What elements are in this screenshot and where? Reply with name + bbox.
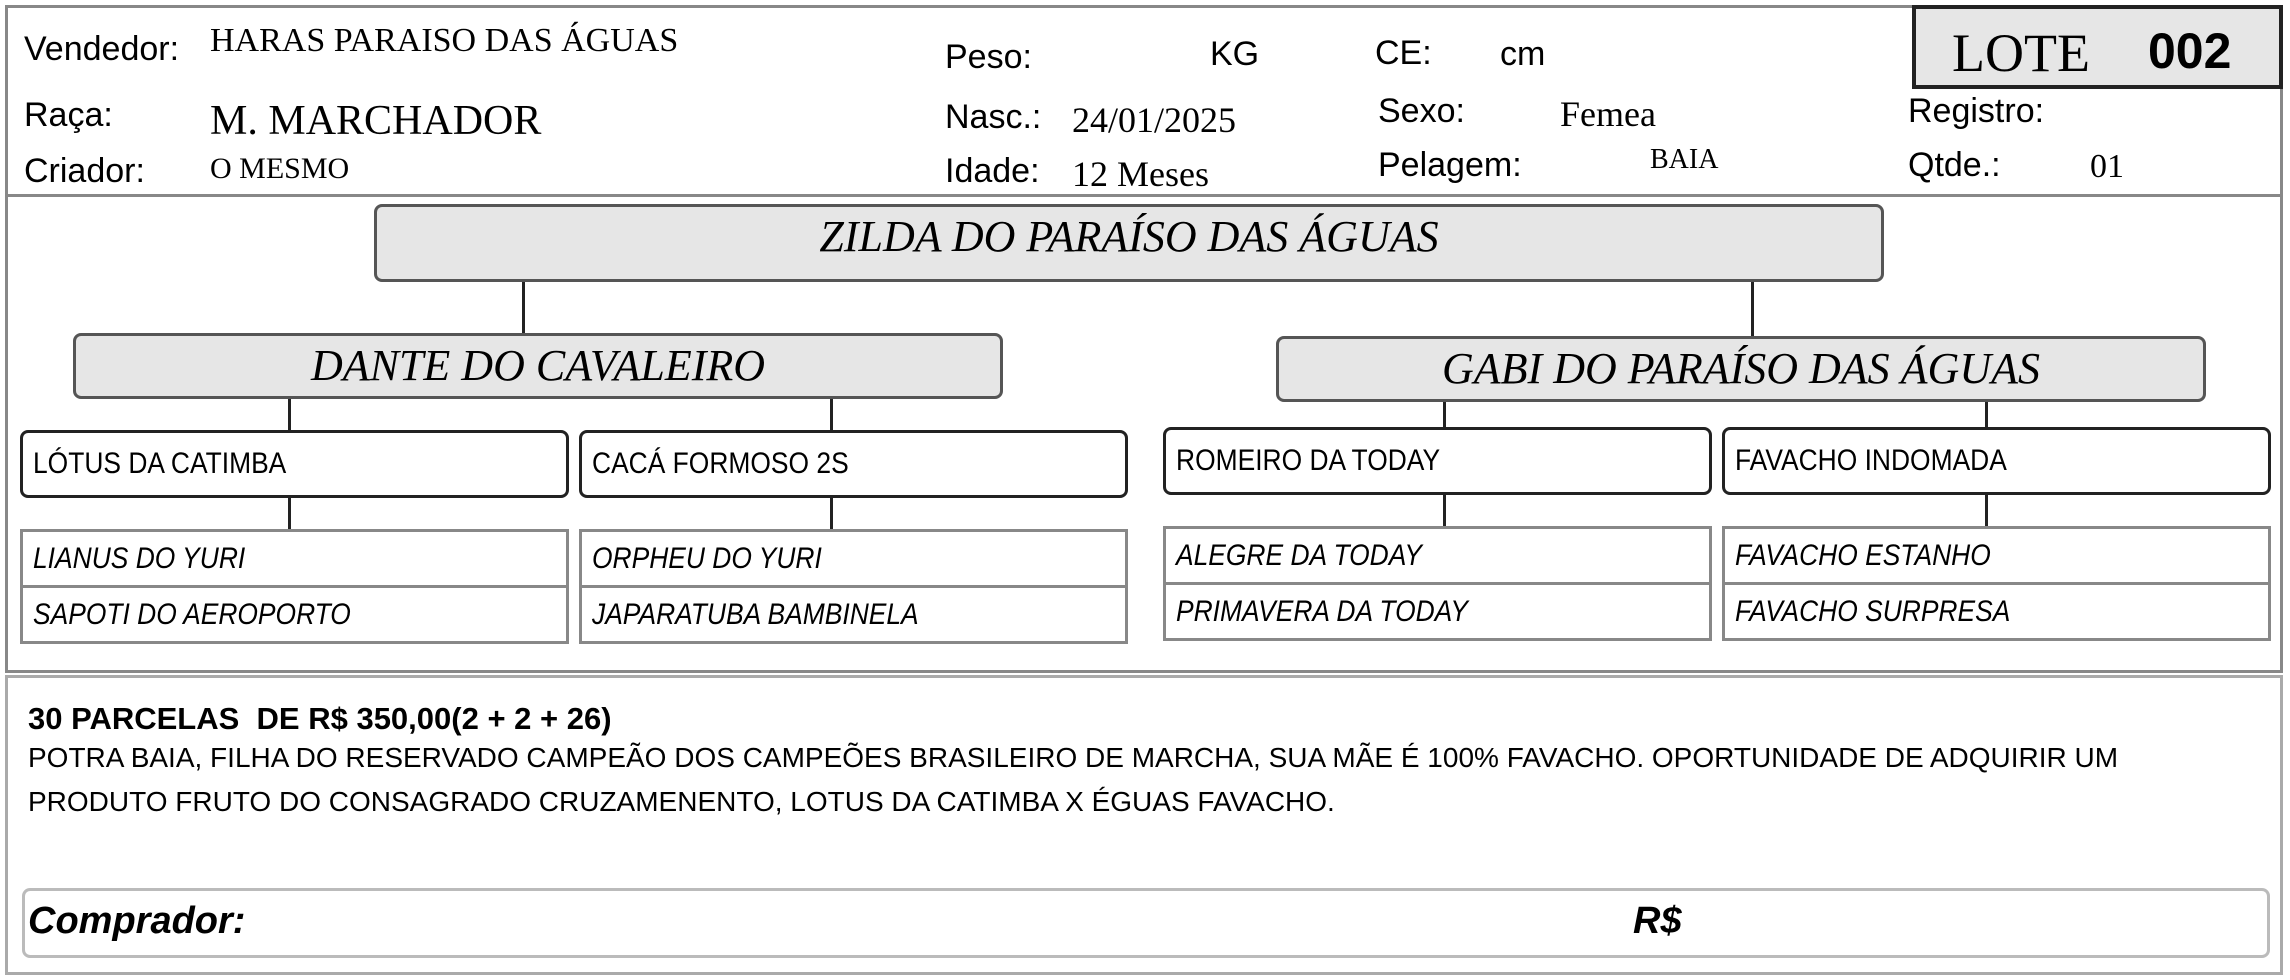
- raca-value: M. MARCHADOR: [210, 98, 542, 144]
- connector-g3-2: [830, 498, 833, 530]
- parent-cell: [1166, 585, 1709, 638]
- parent-name: JAPARATUBA BAMBINELA: [592, 597, 919, 631]
- dam-sire-box: [1163, 427, 1712, 495]
- dam-box: [1276, 336, 2206, 402]
- connector-g3-4: [1985, 495, 1988, 527]
- parent-name: ORPHEU DO YURI: [592, 541, 822, 575]
- dam-sire-parents: [1163, 526, 1712, 641]
- nasc-value: 24/01/2025: [1072, 100, 1237, 140]
- connector-g3-3: [1443, 495, 1446, 527]
- sire-dam-parents: [579, 529, 1128, 644]
- buyer-box: [22, 888, 2270, 958]
- animal-name: ZILDA DO PARAÍSO DAS ÁGUAS: [819, 212, 1439, 261]
- dam-name: GABI DO PARAÍSO DAS ÁGUAS: [1442, 344, 2040, 393]
- connector-animal-sire: [522, 282, 525, 334]
- sexo-value: Femea: [1560, 94, 1656, 134]
- sire-name: DANTE DO CAVALEIRO: [310, 341, 766, 390]
- vendedor-value: HARAS PARAISO DAS ÁGUAS: [210, 22, 679, 59]
- idade-value: 12 Meses: [1072, 154, 1209, 194]
- parent-name: ALEGRE DA TODAY: [1176, 538, 1422, 572]
- dam-dam-parents: [1722, 526, 2271, 641]
- connector-g3-1: [288, 498, 291, 530]
- sire-dam-name: CACÁ FORMOSO 2S: [592, 447, 849, 480]
- sire-box: [73, 333, 1003, 399]
- pelagem-label: Pelagem:: [1378, 146, 1522, 184]
- parent-cell: [23, 588, 566, 641]
- parent-name: FAVACHO ESTANHO: [1735, 538, 1991, 572]
- qtde-value: 01: [2090, 148, 2124, 185]
- nasc-label: Nasc.:: [945, 98, 1042, 136]
- pelagem-value: BAIA: [1650, 144, 1719, 175]
- parent-cell: [23, 532, 566, 588]
- criador-label: Criador:: [24, 152, 145, 190]
- dam-sire-name: ROMEIRO DA TODAY: [1176, 444, 1441, 477]
- lote-label: LOTE: [1952, 23, 2090, 83]
- raca-label: Raça:: [24, 96, 113, 134]
- animal-name-box: [374, 204, 1884, 282]
- ce-label: CE:: [1375, 34, 1432, 72]
- parent-cell: [1725, 585, 2268, 638]
- idade-label: Idade:: [945, 152, 1040, 190]
- sire-sire-name: LÓTUS DA CATIMBA: [33, 447, 287, 480]
- description-line-1: POTRA BAIA, FILHA DO RESERVADO CAMPEÃO DOS CAMPEÕES BRASILEIRO DE MARCHA, SUA MÃE É 100% FAVACHO. OPORTUNIDADE DE ADQUIRIR UM: [28, 742, 2119, 773]
- sire-sire-box: [20, 430, 569, 498]
- dam-dam-name: FAVACHO INDOMADA: [1735, 444, 2007, 477]
- sire-dam-box: [579, 430, 1128, 498]
- parent-cell: [582, 588, 1125, 641]
- connector-sire-right: [830, 399, 833, 431]
- parent-name: LIANUS DO YURI: [33, 541, 246, 575]
- sexo-label: Sexo:: [1378, 92, 1465, 130]
- parent-cell: [582, 532, 1125, 588]
- connector-dam-left: [1443, 402, 1446, 429]
- vendedor-label: Vendedor:: [24, 30, 180, 68]
- parent-name: SAPOTI DO AEROPORTO: [33, 597, 351, 631]
- parent-cell: [1166, 529, 1709, 585]
- qtde-label: Qtde.:: [1908, 146, 2001, 184]
- ce-unit: cm: [1500, 35, 1546, 73]
- price-label: R$: [1633, 900, 1682, 942]
- parent-name: FAVACHO SURPRESA: [1735, 594, 2011, 628]
- peso-unit: KG: [1210, 35, 1260, 73]
- peso-label: Peso:: [945, 38, 1032, 76]
- dam-dam-box: [1722, 427, 2271, 495]
- registro-label: Registro:: [1908, 92, 2045, 130]
- criador-value: O MESMO: [210, 152, 350, 185]
- description-line-2: PRODUTO FRUTO DO CONSAGRADO CRUZAMENENTO, LOTUS DA CATIMBA X ÉGUAS FAVACHO.: [28, 786, 1335, 817]
- parent-name: PRIMAVERA DA TODAY: [1176, 594, 1468, 628]
- comprador-label: Comprador:: [28, 900, 246, 942]
- connector-dam-right: [1985, 402, 1988, 429]
- connector-sire-left: [288, 399, 291, 431]
- lote-number: 002: [2148, 23, 2232, 79]
- sire-sire-parents: [20, 529, 569, 644]
- connector-animal-dam: [1751, 282, 1754, 337]
- payment-terms: 30 PARCELAS DE R$ 350,00(2 + 2 + 26): [28, 701, 612, 736]
- parent-cell: [1725, 529, 2268, 585]
